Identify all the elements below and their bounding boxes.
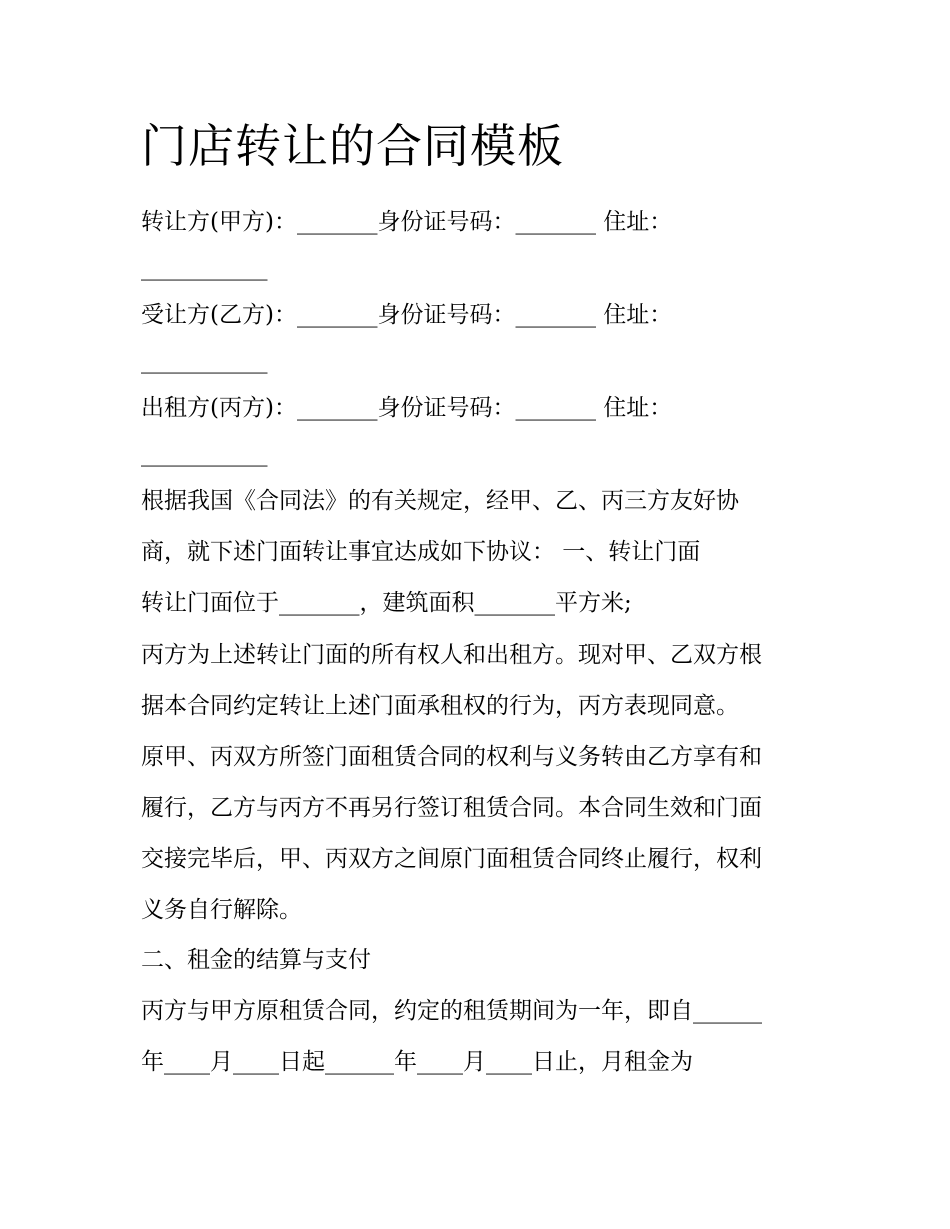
- section-heading: 二、租金的结算与支付: [141, 947, 371, 973]
- paragraph-line: 转让门面位于_______，建筑面积_______平方米;: [141, 590, 632, 616]
- paragraph-line: 原甲、丙双方所签门面租赁合同的权利与义务转由乙方享有和: [141, 744, 762, 770]
- paragraph-line: 交接完毕后，甲、丙双方之间原门面租赁合同终止履行，权利: [141, 846, 762, 872]
- paragraph-line: 义务自行解除。: [141, 897, 302, 923]
- paragraph-line: 丙方为上述转让门面的所有权人和出租方。现对甲、乙双方根: [141, 642, 762, 668]
- paragraph-line: 丙方与甲方原租赁合同，约定的租赁期间为一年，即自______: [141, 998, 762, 1024]
- paragraph-line: 年____月____日起______年____月____日止，月租金为: [141, 1049, 693, 1075]
- party-c-address-blank: ___________: [141, 441, 268, 467]
- paragraph-line: 履行，乙方与丙方不再另行签订租赁合同。本合同生效和门面: [141, 795, 762, 821]
- paragraph-line: 据本合同约定转让上述门面承租权的行为，丙方表现同意。: [141, 693, 739, 719]
- party-a-address-blank: ___________: [141, 255, 268, 281]
- party-b-line: 受让方(乙方)：_______身份证号码：_______ 住址：: [141, 302, 673, 328]
- party-b-address-blank: ___________: [141, 348, 268, 374]
- party-c-line: 出租方(丙方)：_______身份证号码：_______ 住址：: [141, 395, 673, 421]
- paragraph-line: 商，就下述门面转让事宜达成如下协议： 一、转让门面: [141, 539, 701, 565]
- party-a-line: 转让方(甲方)：_______身份证号码：_______ 住址：: [141, 209, 673, 235]
- paragraph-line: 根据我国《合同法》的有关规定，经甲、乙、丙三方友好协: [141, 488, 739, 514]
- document-title: 门店转让的合同模板: [141, 119, 564, 173]
